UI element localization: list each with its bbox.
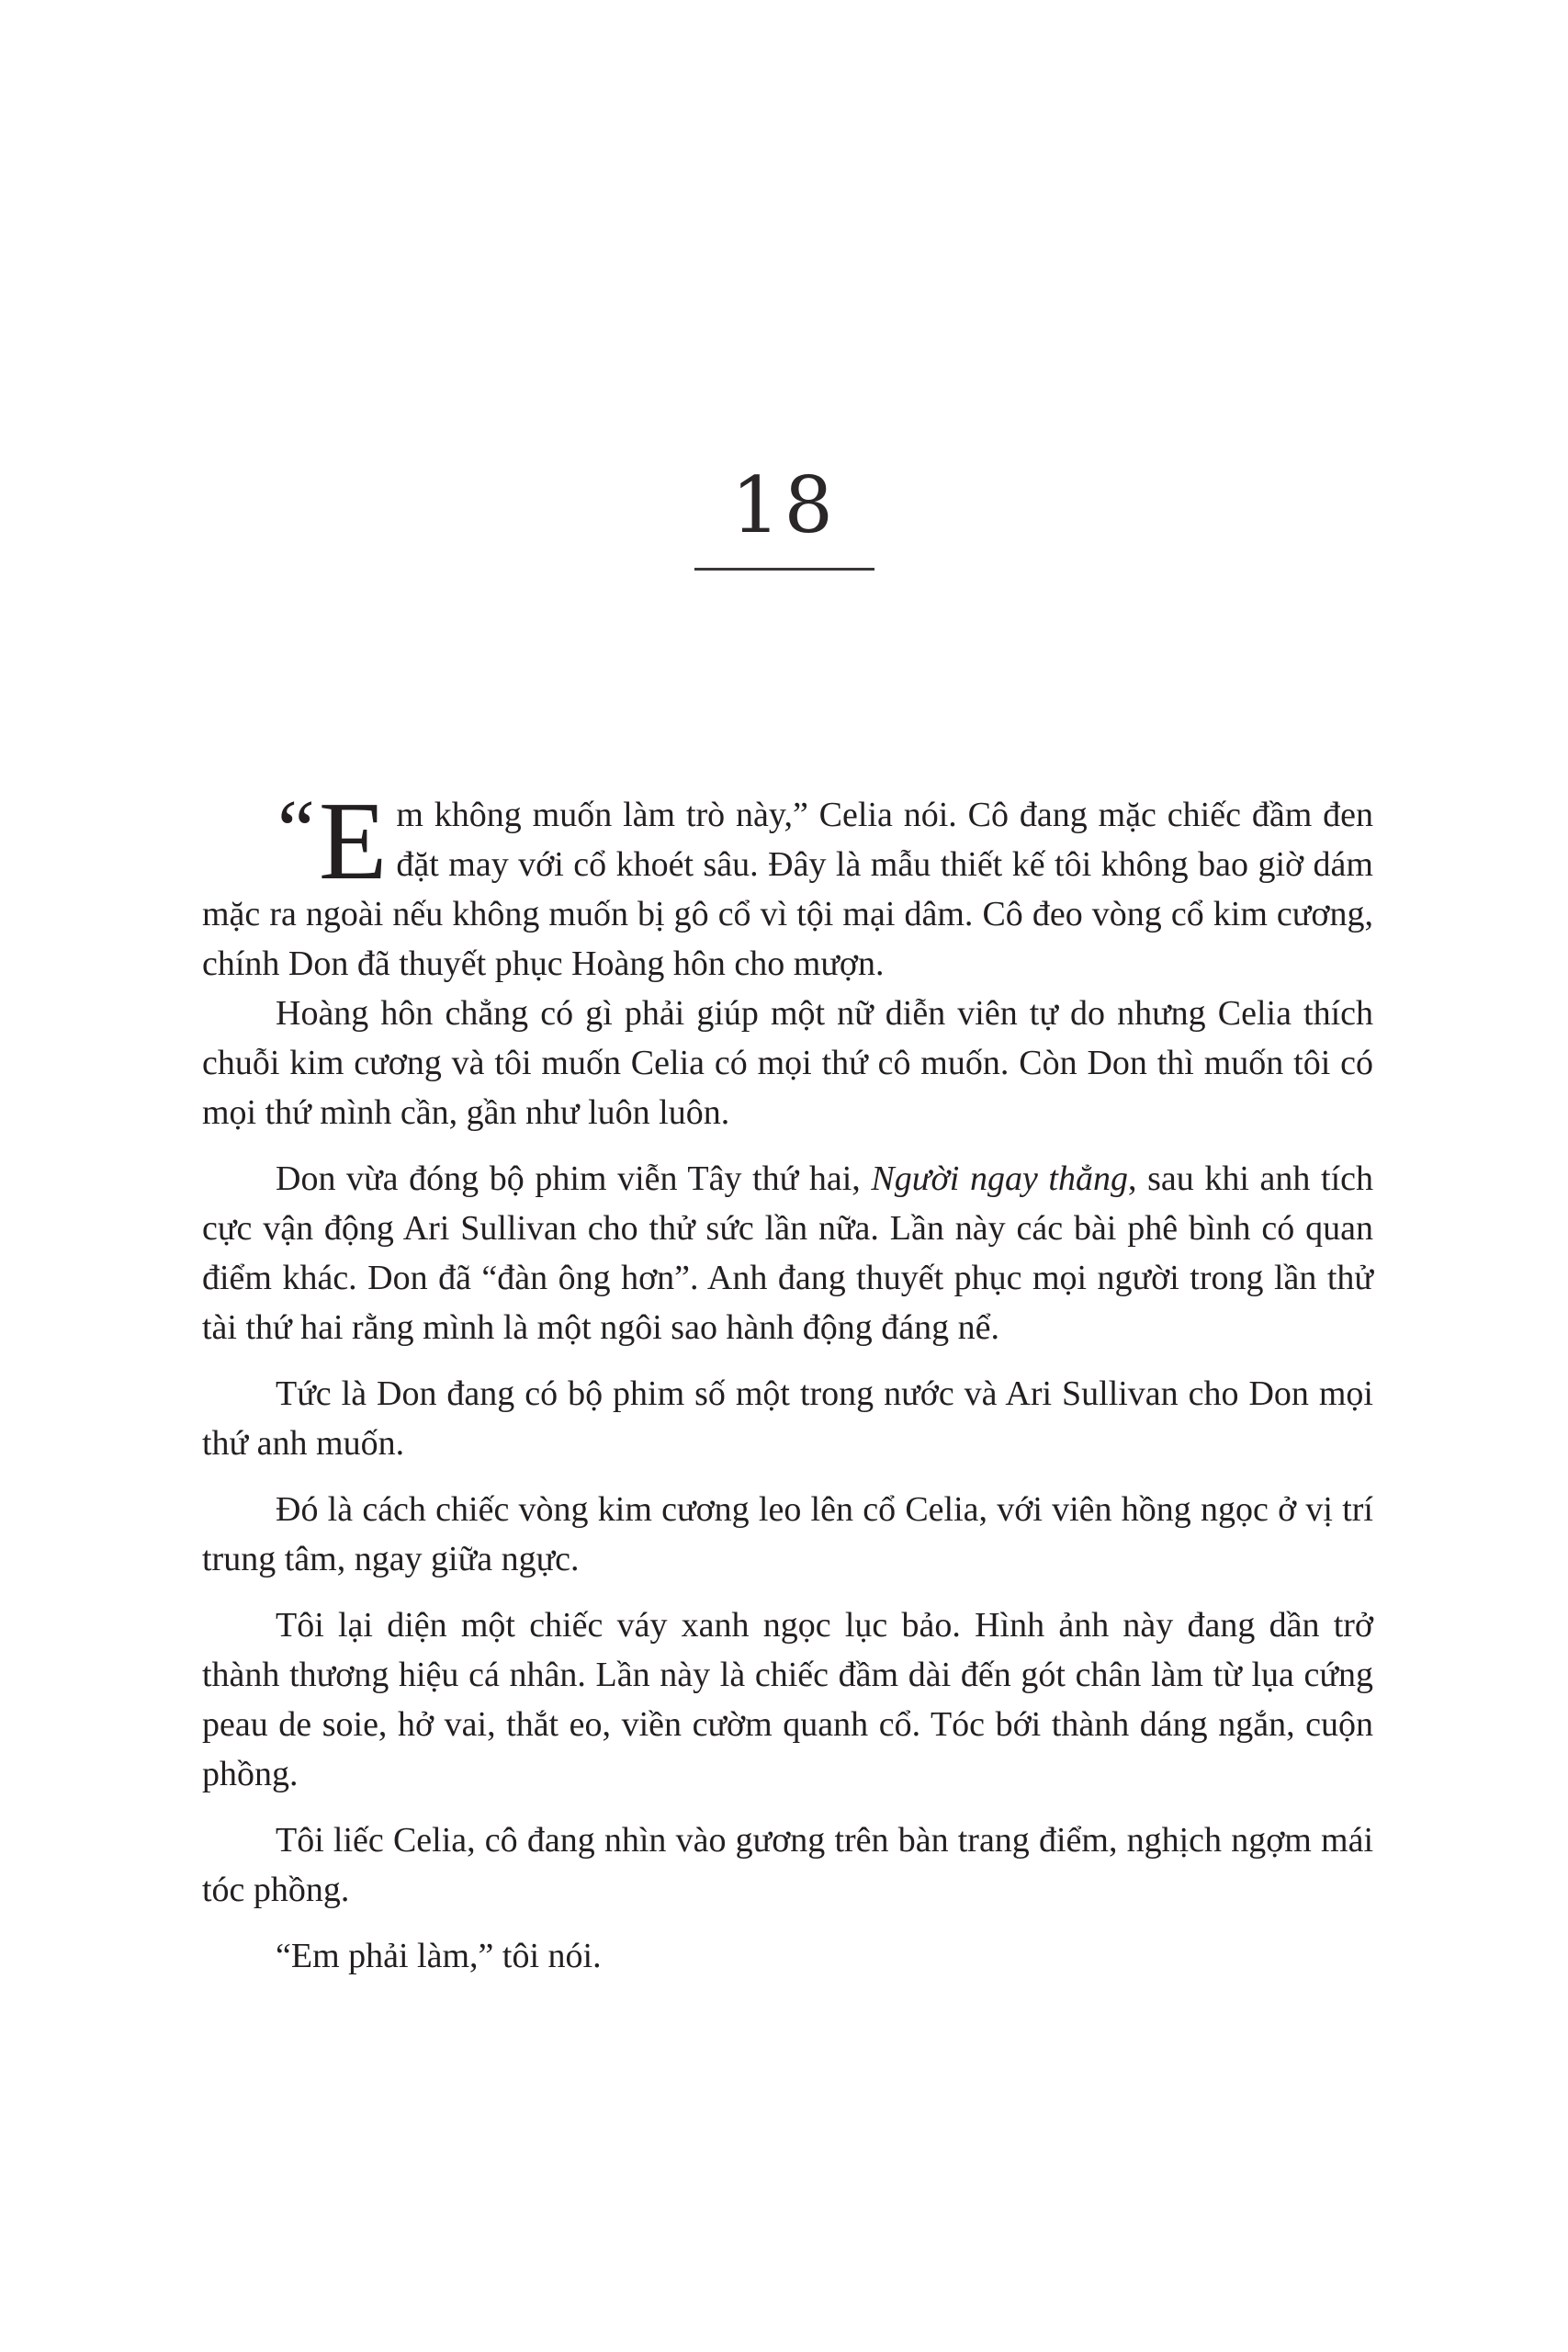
paragraph-6: [202, 1600, 1373, 1799]
paragraph-text: Tôi lại diện một chiếc váy xanh ngọc lục bảo. Hình ảnh này đang dần trở thành thương hiệu cá nhân. Lần này là chiếc đầm dài đến gót chân làm từ lụa cứng peau de soie, hở vai, thắt eo, viền cườm quanh cổ. Tóc bới thành dáng ngắn, cuộn phồng.: [202, 1606, 1373, 1793]
paragraph-3: [202, 1154, 1373, 1352]
drop-cap: E: [318, 779, 388, 903]
film-title: Người ngay thẳng: [871, 1159, 1128, 1198]
paragraph-8: [202, 1931, 1373, 1981]
paragraph-text-after-title: , sau khi anh tích cực vận động Ari Sullivan cho thử sức lần nữa. Lần này các bài phê bình có quan điểm khác. Don đã “đàn ông hơn”. Anh đang thuyết phục mọi người trong lần thử tài thứ hai rằng mình là một ngôi sao hành động đáng nể.: [202, 1159, 1373, 1347]
paragraph-text: “Em phải làm,” tôi nói.: [276, 1937, 602, 1975]
opening-quote-mark: “: [277, 783, 315, 876]
paragraph-text: Đó là cách chiếc vòng kim cương leo lên cổ Celia, với viên hồng ngọc ở vị trí trung tâm, ngay giữa ngực.: [202, 1490, 1373, 1578]
paragraph-4: [202, 1369, 1373, 1468]
paragraph-text: Tôi liếc Celia, cô đang nhìn vào gương trên bàn trang điểm, nghịch ngợm mái tóc phồng.: [202, 1821, 1373, 1909]
paragraph-text: Hoàng hôn chẳng có gì phải giúp một nữ diễn viên tự do nhưng Celia thích chuỗi kim cương và tôi muốn Celia có mọi thứ cô muốn. Còn Don thì muốn tôi có mọi thứ mình cần, gần như luôn luôn.: [202, 994, 1373, 1132]
chapter-body: [202, 779, 1373, 1997]
paragraph-2: [202, 989, 1373, 1137]
paragraph-text: m không muốn làm trò này,” Celia nói. Cô đang mặc chiếc đầm đen đặt may với cổ khoét sâu. Đây là mẫu thiết kế tôi không bao giờ dám mặc ra ngoài nếu không muốn bị gô cổ vì tội mại dâm. Cô đeo vòng cổ kim cương, chính Don đã thuyết phục Hoàng hôn cho mượn.: [202, 796, 1373, 983]
paragraph-7: [202, 1815, 1373, 1915]
paragraph-5: [202, 1485, 1373, 1584]
paragraph-text-before-title: Don vừa đóng bộ phim viễn Tây thứ hai,: [276, 1159, 872, 1198]
chapter-number: 18: [731, 460, 837, 550]
paragraph-1: [202, 779, 1373, 989]
paragraph-text: Tức là Don đang có bộ phim số một trong nước và Ari Sullivan cho Don mọi thứ anh muốn.: [202, 1374, 1373, 1463]
chapter-divider: [694, 568, 874, 571]
